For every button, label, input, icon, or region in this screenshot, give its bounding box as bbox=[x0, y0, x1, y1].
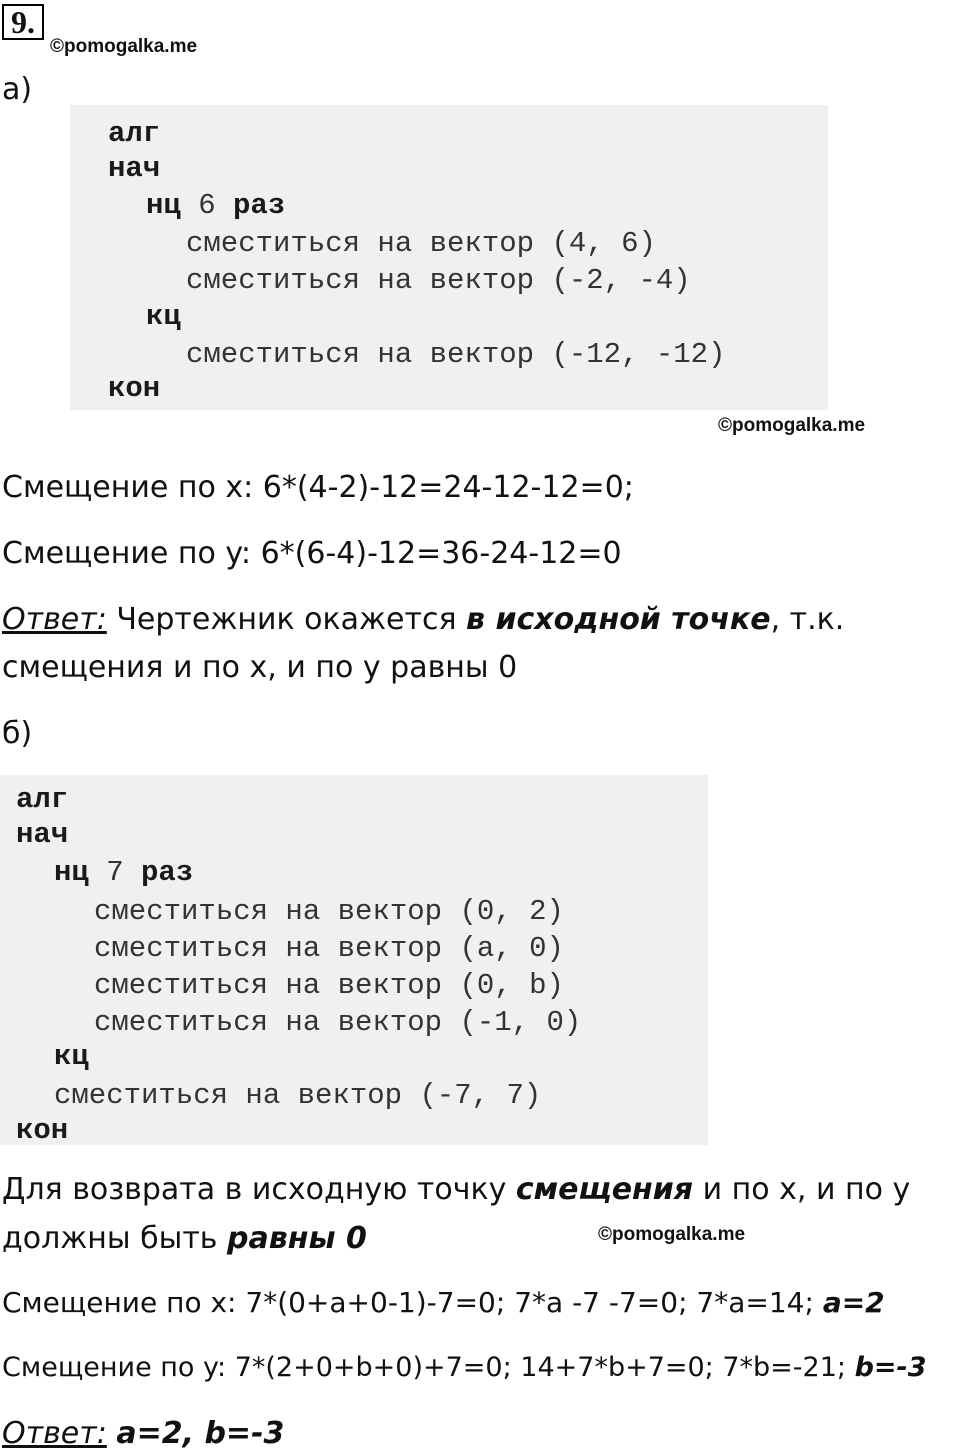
part-a-answer-bold: в исходной точке bbox=[466, 602, 771, 637]
part-b-answer-label: Ответ: bbox=[2, 1416, 107, 1451]
part-b-x-shift-text: Смещение по x: 7*(0+a+0-1)-7=0; 7*a -7 -7=0; 7*a=14; bbox=[2, 1286, 823, 1319]
part-b-answer bbox=[2, 1416, 284, 1451]
code-cmd-5: сместиться на вектор (-7, 7) bbox=[54, 1079, 542, 1112]
part-a-answer-line-1 bbox=[2, 602, 844, 637]
part-b-para1-text-2: и по x, и по y bbox=[693, 1172, 911, 1207]
code-alg: алг bbox=[108, 117, 161, 150]
watermark-a: ©pomogalka.me bbox=[718, 415, 866, 436]
part-a-answer-line-2: смещения и по x, и по y равны 0 bbox=[2, 650, 518, 685]
watermark-top: ©pomogalka.me bbox=[50, 36, 198, 57]
part-b-label: б) bbox=[2, 716, 33, 751]
part-a-answer-text-1: Чертежник окажется bbox=[106, 602, 467, 637]
code-cmd-2: сместиться на вектор (a, 0) bbox=[94, 932, 564, 965]
code-cmd-1: сместиться на вектор (4, 6) bbox=[186, 227, 656, 260]
problem-number: 9. bbox=[2, 4, 44, 40]
code-loop-start bbox=[146, 187, 285, 224]
part-a-y-shift: Смещение по y: 6*(6-4)-12=36-24-12=0 bbox=[2, 536, 622, 571]
part-b-para2-text: должны быть bbox=[2, 1221, 228, 1256]
code-loop-kw: нц bbox=[54, 856, 89, 889]
code-cmd-3: сместиться на вектор (-12, -12) bbox=[186, 338, 726, 371]
code-cmd-4: сместиться на вектор (-1, 0) bbox=[94, 1006, 582, 1039]
part-a-x-shift: Смещение по x: 6*(4-2)-12=24-12-12=0; bbox=[2, 470, 634, 505]
part-b-para-line-2 bbox=[2, 1221, 367, 1256]
part-b-para1-bold: смещения bbox=[515, 1172, 694, 1207]
part-b-code-block bbox=[0, 775, 708, 1145]
code-cmd-3: сместиться на вектор (0, b) bbox=[94, 969, 564, 1002]
code-loop-raz: раз bbox=[233, 189, 286, 222]
part-b-para-line-1 bbox=[2, 1172, 910, 1207]
part-b-x-shift bbox=[2, 1286, 885, 1319]
code-loop-count: 7 bbox=[106, 856, 124, 889]
code-nach: нач bbox=[108, 152, 161, 185]
code-loop-start bbox=[54, 854, 193, 891]
code-nach: нач bbox=[16, 818, 69, 851]
part-a-answer-label: Ответ: bbox=[2, 602, 107, 637]
code-loop-count: 6 bbox=[198, 189, 216, 222]
part-b-x-shift-result: a=2 bbox=[822, 1286, 885, 1319]
part-b-y-shift bbox=[2, 1352, 927, 1383]
code-kon: кон bbox=[16, 1114, 69, 1147]
code-alg: алг bbox=[16, 783, 69, 816]
code-end-loop: кц bbox=[54, 1040, 89, 1073]
code-end-loop: кц bbox=[146, 300, 181, 333]
part-b-para2-bold: равны 0 bbox=[227, 1221, 367, 1256]
part-b-answer-value: a=2, b=-3 bbox=[116, 1416, 285, 1451]
part-a-answer-text-2: , т.к. bbox=[770, 602, 845, 637]
part-a-code-block bbox=[70, 105, 828, 410]
code-loop-kw: нц bbox=[146, 189, 181, 222]
part-b-y-shift-result: b=-3 bbox=[854, 1352, 927, 1383]
part-b-y-shift-text: Смещение по y: 7*(2+0+b+0)+7=0; 14+7*b+7=0; 7*b=-21; bbox=[2, 1352, 855, 1383]
code-kon: кон bbox=[108, 372, 161, 405]
code-cmd-2: сместиться на вектор (-2, -4) bbox=[186, 264, 691, 297]
part-b-para1-text: Для возврата в исходную точку bbox=[2, 1172, 516, 1207]
code-cmd-1: сместиться на вектор (0, 2) bbox=[94, 895, 564, 928]
watermark-b: ©pomogalka.me bbox=[598, 1224, 746, 1245]
code-loop-raz: раз bbox=[141, 856, 194, 889]
part-a-label: а) bbox=[2, 72, 33, 107]
